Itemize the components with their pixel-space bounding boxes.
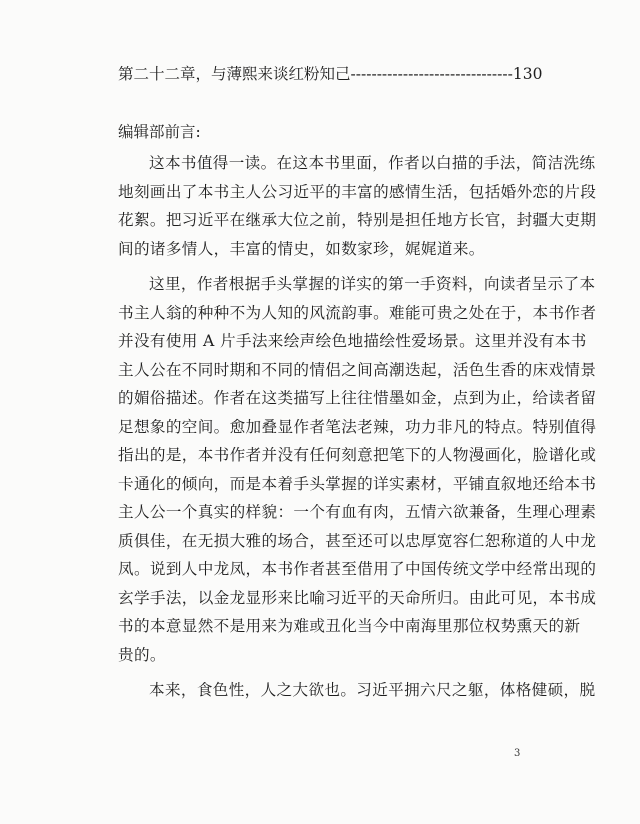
page-number: 3: [514, 748, 521, 759]
text-line: 这里，作者根据手头掌握的详实的第一手资料，向读者呈示了本: [149, 275, 596, 293]
text-line: 质俱佳，在无损大雅的场合，甚至还可以忠厚宽容仁恕称道的人中龙: [118, 531, 597, 550]
text-line: 玄学手法，以金龙显形来比喻习近平的天命所归。由此可见，本书成: [118, 588, 597, 607]
text-line: 花絮。把习近平在继承大位之前，特别是担任地方长官，封疆大吏期: [118, 211, 597, 229]
text-line: 本来，食色性，人之大欲也。习近平拥六尺之躯，体格健硕，脱: [149, 681, 596, 699]
section-heading: 编辑部前言:: [118, 123, 201, 141]
text-line: 这本书值得一读。在这本书里面，作者以白描的手法，简洁洗练: [149, 154, 596, 172]
text-line: 主人公在不同时期和不同的情侣之间高潮迭起，活色生香的床戏情景: [118, 360, 597, 379]
paragraph: [118, 270, 597, 669]
text-line: 书的本意显然不是用来为难或丑化当今中南海里那位权势熏天的新: [118, 617, 581, 635]
paragraph: [118, 676, 596, 705]
text-line: 足想象的空间。愈加叠显作者笔法老辣，功力非凡的特点。特别值得: [118, 417, 597, 436]
body-text: [118, 149, 597, 712]
paragraph: [118, 149, 597, 263]
toc-entry: 第二十二章，与薄熙来谈红粉知己-------------------------------130: [118, 65, 543, 83]
text-line: 间的诸多情人，丰富的情史，如数家珍，娓娓道来。: [118, 239, 485, 258]
text-line: 主人公一个真实的样貌：一个有血有肉，五情六欲兼备，生理心理素: [118, 503, 597, 521]
text-line: 地刻画出了本书主人公习近平的丰富的感情生活，包括婚外恋的片段: [118, 182, 597, 201]
text-line: 凤。说到人中龙凤，本书作者甚至借用了中国传统文学中经常出现的: [118, 560, 597, 578]
text-line: 指出的是，本书作者并没有任何刻意把笔下的人物漫画化，脸谱化或: [118, 446, 597, 464]
text-line: 书主人翁的种种不为人知的风流韵事。难能可贵之处在于，本书作者: [118, 303, 597, 322]
text-line: 贵的。: [118, 645, 166, 664]
text-line: 并没有使用 A 片手法来绘声绘色地描绘性爱场景。这里并没有本书: [118, 332, 587, 350]
text-line: 的媚俗描述。作者在这类描写上往往惜墨如金，点到为止，给读者留: [118, 389, 597, 407]
text-line: 卡通化的倾向，而是本着手头掌握的详实素材，平铺直叙地还给本书: [118, 474, 597, 493]
